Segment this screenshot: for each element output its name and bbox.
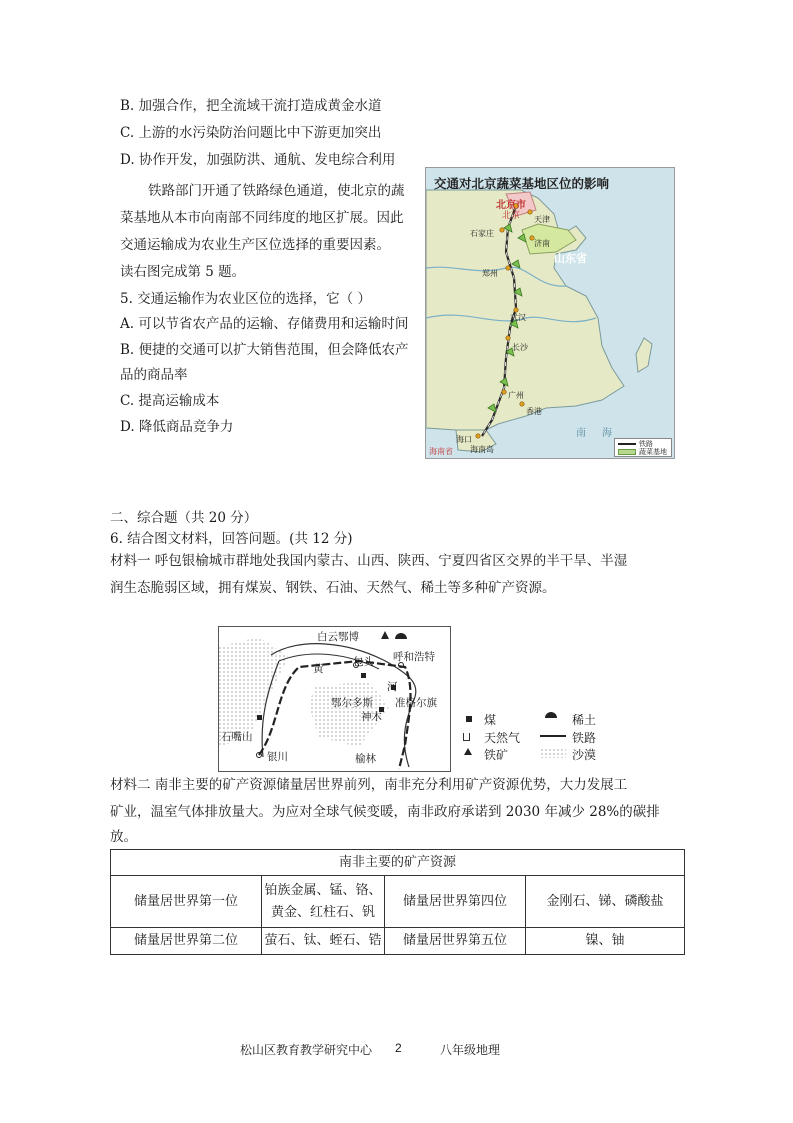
vegetable-base-map	[425, 167, 675, 459]
table-cell: 储量居世界第四位	[385, 876, 526, 928]
map2-label-baiyun: 白云鄂博	[317, 631, 359, 643]
map2-label-huang: 黄	[313, 663, 324, 675]
map2-label-zhungeer: 准格尔旗	[395, 697, 437, 709]
table-cell: 储量居世界第五位	[385, 928, 526, 955]
map1-label-beijing: 北京	[502, 211, 521, 221]
map1-label-wuhan: 武汉	[510, 313, 526, 322]
q5-stem: 5. 交通运输作为农业区位的选择，它（ ）	[120, 291, 371, 307]
base-legend-icon	[618, 449, 636, 455]
table-caption-row	[111, 850, 685, 876]
desert-legend-icon	[540, 748, 566, 758]
map1-title: 交通对北京蔬菜基地区位的影响	[434, 176, 610, 191]
map1-label-beijing-shi: 北京市	[496, 200, 526, 211]
iron-marker	[381, 631, 389, 639]
table-cell: 储量居世界第一位	[111, 876, 262, 928]
legend-base-label: 蔬菜基地	[639, 448, 667, 456]
material2-line: 放。	[110, 829, 137, 845]
passage-line: 交通运输成为农业生产区位选择的重要因素。	[120, 237, 390, 253]
q5-option-a: A. 可以节省农产品的运输、存储费用和运输时间	[120, 316, 409, 332]
hubaoyinyu-map	[218, 626, 451, 772]
legend-desert-label: 沙漠	[572, 748, 597, 762]
coal-marker	[257, 715, 262, 720]
legend-railway-label: 铁路	[572, 731, 597, 745]
footer-page-number: 2	[395, 1041, 402, 1055]
table-cell	[262, 876, 385, 928]
material2-line: 矿业，温室气体排放量大。为应对全球气候变暖，南非政府承诺到 2030 年减少 28%的碳排	[110, 804, 660, 820]
map1-label-hainansheng: 海南省	[429, 447, 453, 456]
gas-legend-icon	[463, 733, 470, 741]
table-caption: 南非主要的矿产资源	[111, 850, 685, 876]
legend-rare-earth-label: 稀土	[572, 713, 597, 727]
rare-earth-marker	[395, 633, 407, 639]
section2-heading: 二、综合题（共 20 分）	[110, 510, 258, 526]
map1-label-shandong: 山东省	[554, 252, 587, 265]
map2-label-shizuishan: 石嘴山	[221, 731, 253, 743]
q4-option-d: D. 协作开发，加强防洪、通航、发电综合利用	[120, 152, 396, 168]
map2-label-baotou: 包头	[353, 656, 374, 668]
map2-label-shenmu: 神木	[361, 711, 382, 723]
material2-line: 材料二 南非主要的矿产资源储量居世界前列，南非充分利用矿产资源优势，大力发展工	[110, 777, 628, 793]
taiwan-shape	[636, 338, 652, 372]
map1-label-changsha: 长沙	[512, 343, 528, 352]
map1-label-nan: 南	[576, 428, 586, 439]
q5-option-c: C. 提高运输成本	[120, 393, 220, 409]
map1-label-haikou: 海口	[456, 435, 472, 444]
map1-label-hai: 海	[602, 428, 612, 439]
map1-label-xianggang: 香港	[526, 407, 542, 416]
q6-stem: 6. 结合图文材料，回答问题。(共 12 分)	[110, 531, 353, 547]
q5-option-b: B. 便捷的交通可以扩大销售范围，但会降低农产	[120, 342, 409, 358]
coal-marker	[361, 673, 366, 678]
legend-coal-label: 煤	[484, 713, 497, 727]
map2-label-eerduosi: 鄂尔多斯	[331, 697, 373, 709]
map2-label-yinchuan: 银川	[267, 751, 288, 763]
map1-label-hainandao: 海南岛	[470, 445, 494, 454]
map1-legend	[614, 438, 672, 457]
south-africa-minerals-table	[110, 849, 685, 955]
table-cell-line: 铂族金属、锰、铬、	[264, 882, 382, 898]
table-cell: 金刚石、锑、磷酸盐	[526, 876, 685, 928]
legend-gas-label: 天然气	[484, 731, 521, 745]
table-row	[111, 876, 685, 928]
passage-line: 菜基地从本市向南部不同纬度的地区扩展。因此	[120, 210, 404, 226]
q4-option-b: B. 加强合作，把全流域干流打造成黄金水道	[120, 98, 382, 114]
railway-legend-icon	[540, 735, 566, 737]
passage-line: 铁路部门开通了铁路绿色通道，使北京的蔬	[148, 183, 405, 199]
map2-label-yulin: 榆林	[355, 753, 376, 765]
map1-label-guangzhou: 广州	[508, 391, 524, 400]
map1-svg	[426, 168, 674, 458]
material1-line: 材料一 呼包银榆城市群地处我国内蒙古、山西、陕西、宁夏四省区交界的半干旱、半湿	[110, 553, 628, 569]
legend-railway-label: 铁路	[639, 440, 653, 448]
footer-org: 松山区教育教学研究中心	[240, 1043, 373, 1057]
mainland-shape	[426, 190, 624, 430]
legend-iron-label: 铁矿	[484, 748, 509, 762]
map2-label-he: 河	[387, 681, 398, 693]
table-cell: 储量居世界第二位	[111, 928, 262, 955]
table-cell-line: 黄金、红柱石、钒	[270, 904, 375, 920]
map1-label-shijiazhuang: 石家庄	[470, 229, 494, 238]
passage-line: 读右图完成第 5 题。	[120, 264, 246, 280]
railway-legend-icon	[618, 443, 636, 445]
table-cell: 镍、铀	[526, 928, 685, 955]
q4-option-c: C. 上游的水污染防治问题比中下游更加突出	[120, 125, 382, 141]
coal-legend-icon	[466, 716, 472, 722]
footer-subject: 八年级地理	[440, 1043, 501, 1057]
map1-label-zhengzhou: 郑州	[482, 269, 498, 278]
map1-label-tianjin: 天津	[534, 215, 550, 224]
iron-legend-icon	[464, 748, 472, 755]
q5-option-d: D. 降低商品竞争力	[120, 419, 234, 435]
table-cell: 萤石、钛、蛭石、锆	[262, 928, 385, 955]
table-row	[111, 928, 685, 955]
rare-earth-legend-icon	[545, 712, 557, 718]
map1-label-jinan: 济南	[534, 239, 550, 248]
q5-option-b-cont: 品的商品率	[120, 367, 188, 383]
material1-line: 润生态脆弱区域，拥有煤炭、钢铁、石油、天然气、稀土等多种矿产资源。	[110, 580, 556, 596]
map2-label-huhehaote: 呼和浩特	[393, 651, 435, 663]
